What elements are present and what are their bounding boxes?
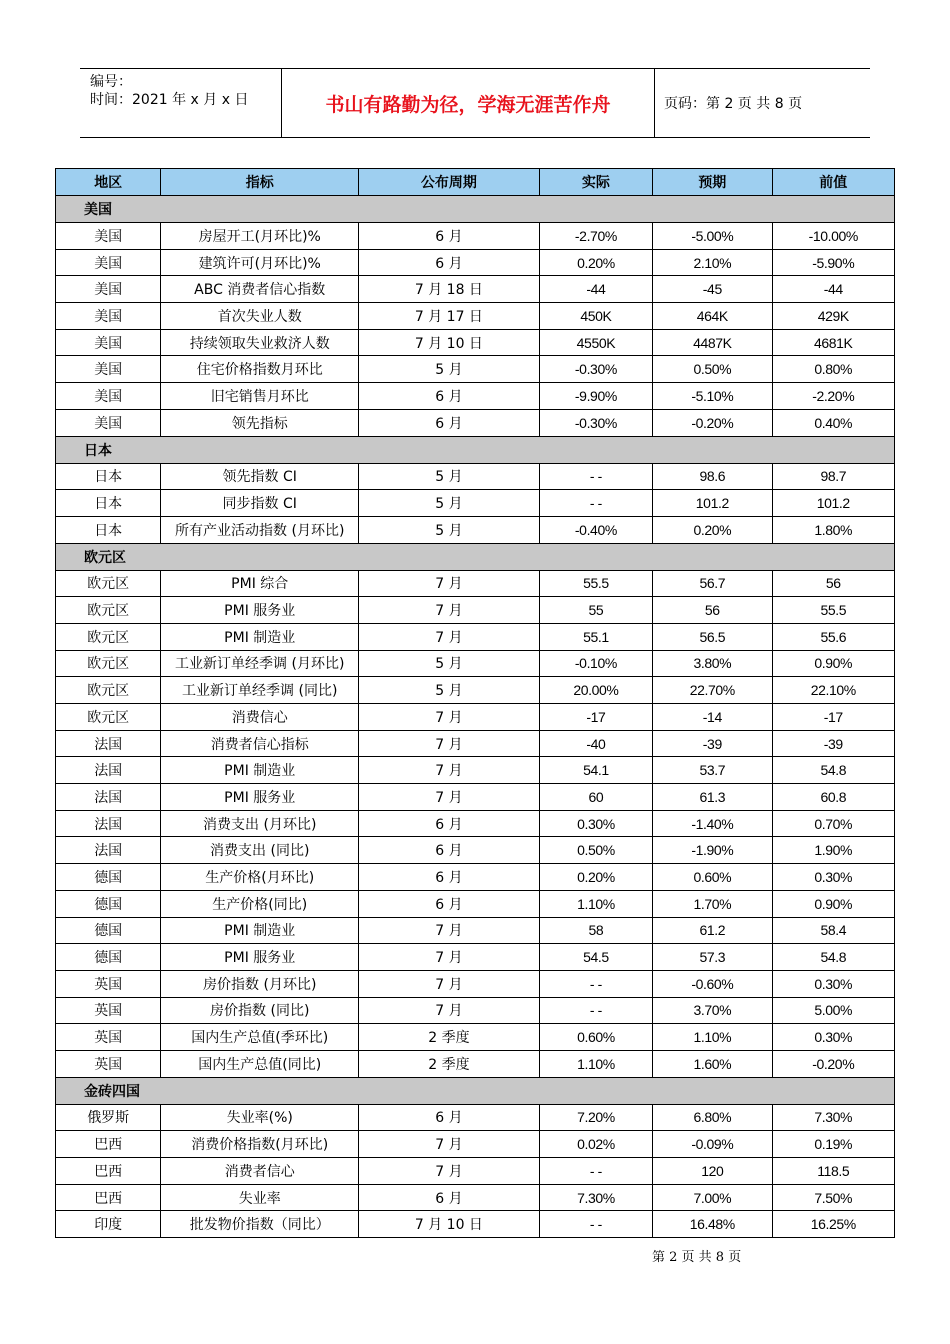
table-row [56, 303, 895, 330]
cell-indicator: PMI 制造业 [161, 917, 359, 944]
cell-indicator: 生产价格(月环比) [161, 864, 359, 891]
col-actual: 实际 [539, 169, 652, 196]
cell-actual: 450K [539, 303, 652, 330]
cell-previous: 22.10% [772, 677, 894, 704]
cell-actual: 0.20% [539, 249, 652, 276]
cell-period: 7 月 [359, 1131, 540, 1158]
table-row [56, 409, 895, 436]
cell-region: 日本 [56, 490, 161, 517]
table-row [56, 1050, 895, 1077]
table-body [56, 196, 895, 1238]
cell-previous: 54.8 [772, 944, 894, 971]
cell-region: 美国 [56, 383, 161, 410]
header-page-info: 页码：第 2 页 共 8 页 [664, 96, 803, 112]
cell-forecast: 53.7 [653, 757, 772, 784]
cell-indicator: PMI 服务业 [161, 944, 359, 971]
section-header-row [56, 436, 895, 463]
cell-period: 5 月 [359, 356, 540, 383]
cell-previous: 56 [772, 570, 894, 597]
cell-actual: -44 [539, 276, 652, 303]
cell-indicator: 消费支出 (同比) [161, 837, 359, 864]
cell-actual: - - [539, 463, 652, 490]
cell-forecast: 0.50% [653, 356, 772, 383]
cell-actual: 0.60% [539, 1024, 652, 1051]
cell-forecast: -14 [653, 704, 772, 731]
page-header [80, 68, 870, 138]
cell-actual: - - [539, 1158, 652, 1185]
cell-region: 印度 [56, 1211, 161, 1238]
cell-region: 美国 [56, 303, 161, 330]
col-previous: 前值 [772, 169, 894, 196]
cell-forecast: 1.10% [653, 1024, 772, 1051]
table-row [56, 463, 895, 490]
cell-period: 5 月 [359, 677, 540, 704]
table-row [56, 356, 895, 383]
cell-forecast: -0.20% [653, 409, 772, 436]
cell-region: 欧元区 [56, 677, 161, 704]
cell-period: 2 季度 [359, 1024, 540, 1051]
cell-indicator: 房价指数 (同比) [161, 997, 359, 1024]
cell-region: 德国 [56, 917, 161, 944]
cell-indicator: PMI 制造业 [161, 623, 359, 650]
cell-period: 7 月 [359, 597, 540, 624]
table-row [56, 516, 895, 543]
cell-previous: 0.90% [772, 650, 894, 677]
cell-indicator: 国内生产总值(季环比) [161, 1024, 359, 1051]
cell-previous: 1.90% [772, 837, 894, 864]
table-row [56, 730, 895, 757]
cell-actual: -2.70% [539, 223, 652, 250]
section-header-row [56, 543, 895, 570]
cell-period: 6 月 [359, 890, 540, 917]
cell-previous: -0.20% [772, 1050, 894, 1077]
cell-period: 7 月 [359, 944, 540, 971]
cell-period: 6 月 [359, 837, 540, 864]
cell-indicator: 消费者信心 [161, 1158, 359, 1185]
cell-actual: 58 [539, 917, 652, 944]
cell-previous: 54.8 [772, 757, 894, 784]
cell-actual: 55 [539, 597, 652, 624]
table-row [56, 623, 895, 650]
table-row [56, 249, 895, 276]
cell-region: 欧元区 [56, 623, 161, 650]
table-row [56, 704, 895, 731]
table-row [56, 944, 895, 971]
table-row [56, 810, 895, 837]
cell-forecast: 464K [653, 303, 772, 330]
cell-previous: 98.7 [772, 463, 894, 490]
cell-actual: -17 [539, 704, 652, 731]
table-row [56, 329, 895, 356]
cell-forecast: 56.5 [653, 623, 772, 650]
cell-indicator: 失业率(%) [161, 1104, 359, 1131]
cell-actual: -0.30% [539, 356, 652, 383]
cell-period: 5 月 [359, 463, 540, 490]
table-row [56, 784, 895, 811]
header-meta [80, 69, 282, 137]
table-row [56, 1184, 895, 1211]
table-row [56, 1024, 895, 1051]
cell-indicator: 房屋开工(月环比)% [161, 223, 359, 250]
header-motto: 书山有路勤为径，学海无涯苦作舟 [282, 69, 655, 137]
cell-previous: 0.40% [772, 409, 894, 436]
cell-actual: - - [539, 997, 652, 1024]
col-forecast: 预期 [653, 169, 772, 196]
cell-indicator: PMI 制造业 [161, 757, 359, 784]
cell-actual: 7.20% [539, 1104, 652, 1131]
cell-actual: - - [539, 970, 652, 997]
cell-region: 法国 [56, 730, 161, 757]
cell-previous: 55.5 [772, 597, 894, 624]
cell-previous: 429K [772, 303, 894, 330]
cell-region: 美国 [56, 409, 161, 436]
cell-forecast: -39 [653, 730, 772, 757]
section-title: 金砖四国 [56, 1077, 895, 1104]
cell-indicator: 房价指数 (月环比) [161, 970, 359, 997]
cell-forecast: 3.80% [653, 650, 772, 677]
cell-period: 7 月 [359, 997, 540, 1024]
table-row [56, 970, 895, 997]
cell-forecast: 2.10% [653, 249, 772, 276]
cell-indicator: 批发物价指数（同比） [161, 1211, 359, 1238]
cell-actual: 55.5 [539, 570, 652, 597]
cell-previous: 60.8 [772, 784, 894, 811]
cell-region: 欧元区 [56, 570, 161, 597]
table-row [56, 1131, 895, 1158]
cell-period: 7 月 [359, 1158, 540, 1185]
table-row [56, 597, 895, 624]
cell-previous: 0.80% [772, 356, 894, 383]
cell-actual: 7.30% [539, 1184, 652, 1211]
cell-previous: -10.00% [772, 223, 894, 250]
cell-period: 7 月 10 日 [359, 329, 540, 356]
document-date: 时间：2021 年 x 月 x 日 [90, 92, 249, 108]
section-title: 欧元区 [56, 543, 895, 570]
cell-actual: - - [539, 490, 652, 517]
cell-period: 7 月 10 日 [359, 1211, 540, 1238]
cell-region: 德国 [56, 890, 161, 917]
cell-period: 6 月 [359, 1104, 540, 1131]
cell-indicator: 同步指数 CI [161, 490, 359, 517]
cell-region: 法国 [56, 810, 161, 837]
cell-region: 法国 [56, 837, 161, 864]
cell-previous: 7.30% [772, 1104, 894, 1131]
cell-forecast: 120 [653, 1158, 772, 1185]
cell-actual: 60 [539, 784, 652, 811]
section-header-row [56, 196, 895, 223]
table-row [56, 997, 895, 1024]
cell-period: 6 月 [359, 409, 540, 436]
cell-region: 巴西 [56, 1184, 161, 1211]
cell-period: 5 月 [359, 516, 540, 543]
cell-period: 7 月 17 日 [359, 303, 540, 330]
cell-period: 7 月 [359, 570, 540, 597]
cell-region: 英国 [56, 1024, 161, 1051]
cell-region: 英国 [56, 970, 161, 997]
cell-region: 欧元区 [56, 650, 161, 677]
cell-forecast: 1.70% [653, 890, 772, 917]
cell-period: 6 月 [359, 1184, 540, 1211]
cell-previous: 5.00% [772, 997, 894, 1024]
cell-forecast: 4487K [653, 329, 772, 356]
cell-region: 法国 [56, 784, 161, 811]
table-row [56, 864, 895, 891]
cell-actual: 4550K [539, 329, 652, 356]
cell-actual: -0.30% [539, 409, 652, 436]
cell-period: 7 月 18 日 [359, 276, 540, 303]
cell-forecast: 57.3 [653, 944, 772, 971]
cell-previous: -17 [772, 704, 894, 731]
section-header-row [56, 1077, 895, 1104]
cell-forecast: 16.48% [653, 1211, 772, 1238]
cell-region: 英国 [56, 997, 161, 1024]
cell-region: 俄罗斯 [56, 1104, 161, 1131]
cell-actual: 54.1 [539, 757, 652, 784]
cell-forecast: 22.70% [653, 677, 772, 704]
document-number-label: 编号： [90, 74, 132, 90]
cell-region: 美国 [56, 329, 161, 356]
table-row [56, 677, 895, 704]
cell-actual: 1.10% [539, 1050, 652, 1077]
cell-period: 7 月 [359, 730, 540, 757]
cell-indicator: PMI 服务业 [161, 784, 359, 811]
table-row [56, 837, 895, 864]
table-row [56, 890, 895, 917]
cell-period: 7 月 [359, 623, 540, 650]
cell-region: 法国 [56, 757, 161, 784]
cell-indicator: 消费者信心指标 [161, 730, 359, 757]
cell-forecast: -0.09% [653, 1131, 772, 1158]
cell-region: 欧元区 [56, 704, 161, 731]
cell-period: 7 月 [359, 970, 540, 997]
col-region: 地区 [56, 169, 161, 196]
cell-indicator: 持续领取失业救济人数 [161, 329, 359, 356]
cell-forecast: 7.00% [653, 1184, 772, 1211]
cell-actual: 0.02% [539, 1131, 652, 1158]
cell-region: 欧元区 [56, 597, 161, 624]
cell-region: 美国 [56, 356, 161, 383]
cell-indicator: 消费价格指数(月环比) [161, 1131, 359, 1158]
cell-forecast: 98.6 [653, 463, 772, 490]
cell-indicator: 国内生产总值(同比) [161, 1050, 359, 1077]
cell-indicator: 生产价格(同比) [161, 890, 359, 917]
cell-region: 德国 [56, 864, 161, 891]
table-row [56, 276, 895, 303]
cell-previous: -39 [772, 730, 894, 757]
cell-indicator: 失业率 [161, 1184, 359, 1211]
table-row [56, 1104, 895, 1131]
cell-period: 6 月 [359, 223, 540, 250]
cell-region: 日本 [56, 463, 161, 490]
cell-region: 巴西 [56, 1131, 161, 1158]
cell-forecast: 0.20% [653, 516, 772, 543]
cell-actual: -9.90% [539, 383, 652, 410]
cell-period: 7 月 [359, 784, 540, 811]
cell-period: 7 月 [359, 757, 540, 784]
cell-forecast: 56.7 [653, 570, 772, 597]
cell-region: 美国 [56, 223, 161, 250]
table-row [56, 1211, 895, 1238]
cell-indicator: 建筑许可(月环比)% [161, 249, 359, 276]
table-row [56, 223, 895, 250]
cell-period: 6 月 [359, 383, 540, 410]
table-row [56, 383, 895, 410]
section-title: 美国 [56, 196, 895, 223]
cell-actual: -40 [539, 730, 652, 757]
cell-region: 英国 [56, 1050, 161, 1077]
cell-forecast: -1.40% [653, 810, 772, 837]
table-row [56, 490, 895, 517]
cell-forecast: 56 [653, 597, 772, 624]
cell-actual: 1.10% [539, 890, 652, 917]
cell-indicator: PMI 服务业 [161, 597, 359, 624]
cell-previous: 4681K [772, 329, 894, 356]
cell-forecast: 6.80% [653, 1104, 772, 1131]
cell-previous: 101.2 [772, 490, 894, 517]
cell-actual: 55.1 [539, 623, 652, 650]
cell-indicator: 旧宅销售月环比 [161, 383, 359, 410]
cell-indicator: PMI 综合 [161, 570, 359, 597]
cell-previous: 0.70% [772, 810, 894, 837]
cell-actual: 20.00% [539, 677, 652, 704]
cell-region: 美国 [56, 276, 161, 303]
table-row [56, 757, 895, 784]
cell-region: 德国 [56, 944, 161, 971]
cell-previous: 0.30% [772, 1024, 894, 1051]
cell-period: 7 月 [359, 917, 540, 944]
cell-indicator: 领先指标 [161, 409, 359, 436]
cell-forecast: -5.10% [653, 383, 772, 410]
col-period: 公布周期 [359, 169, 540, 196]
cell-period: 7 月 [359, 704, 540, 731]
cell-region: 美国 [56, 249, 161, 276]
cell-previous: 0.30% [772, 970, 894, 997]
cell-period: 5 月 [359, 490, 540, 517]
cell-previous: 0.19% [772, 1131, 894, 1158]
table-header-row [56, 169, 895, 196]
cell-indicator: 首次失业人数 [161, 303, 359, 330]
page-footer: 第 2 页 共 8 页 [652, 1250, 742, 1265]
cell-period: 2 季度 [359, 1050, 540, 1077]
section-title: 日本 [56, 436, 895, 463]
cell-actual: - - [539, 1211, 652, 1238]
cell-forecast: -0.60% [653, 970, 772, 997]
cell-previous: 118.5 [772, 1158, 894, 1185]
cell-forecast: -5.00% [653, 223, 772, 250]
cell-period: 6 月 [359, 249, 540, 276]
cell-forecast: 3.70% [653, 997, 772, 1024]
table-row [56, 650, 895, 677]
cell-forecast: 101.2 [653, 490, 772, 517]
cell-previous: 1.80% [772, 516, 894, 543]
cell-previous: 7.50% [772, 1184, 894, 1211]
cell-actual: 0.30% [539, 810, 652, 837]
cell-previous: 55.6 [772, 623, 894, 650]
cell-previous: -44 [772, 276, 894, 303]
cell-actual: 54.5 [539, 944, 652, 971]
cell-period: 6 月 [359, 864, 540, 891]
cell-forecast: 0.60% [653, 864, 772, 891]
table-row [56, 570, 895, 597]
cell-previous: -2.20% [772, 383, 894, 410]
cell-forecast: 61.2 [653, 917, 772, 944]
cell-indicator: 所有产业活动指数 (月环比) [161, 516, 359, 543]
cell-region: 日本 [56, 516, 161, 543]
cell-period: 5 月 [359, 650, 540, 677]
cell-indicator: 消费信心 [161, 704, 359, 731]
cell-indicator: 领先指数 CI [161, 463, 359, 490]
cell-actual: 0.20% [539, 864, 652, 891]
cell-previous: 58.4 [772, 917, 894, 944]
cell-forecast: 1.60% [653, 1050, 772, 1077]
cell-forecast: -45 [653, 276, 772, 303]
cell-forecast: 61.3 [653, 784, 772, 811]
cell-indicator: 工业新订单经季调 (月环比) [161, 650, 359, 677]
cell-actual: -0.40% [539, 516, 652, 543]
cell-previous: 16.25% [772, 1211, 894, 1238]
cell-indicator: 消费支出 (月环比) [161, 810, 359, 837]
table-row [56, 1158, 895, 1185]
cell-region: 巴西 [56, 1158, 161, 1185]
economic-indicators-table [55, 168, 895, 1238]
cell-actual: -0.10% [539, 650, 652, 677]
cell-previous: -5.90% [772, 249, 894, 276]
cell-period: 6 月 [359, 810, 540, 837]
table-row [56, 917, 895, 944]
cell-indicator: 住宅价格指数月环比 [161, 356, 359, 383]
cell-previous: 0.30% [772, 864, 894, 891]
cell-indicator: ABC 消费者信心指数 [161, 276, 359, 303]
cell-forecast: -1.90% [653, 837, 772, 864]
cell-actual: 0.50% [539, 837, 652, 864]
cell-previous: 0.90% [772, 890, 894, 917]
col-indicator: 指标 [161, 169, 359, 196]
cell-indicator: 工业新订单经季调 (同比) [161, 677, 359, 704]
